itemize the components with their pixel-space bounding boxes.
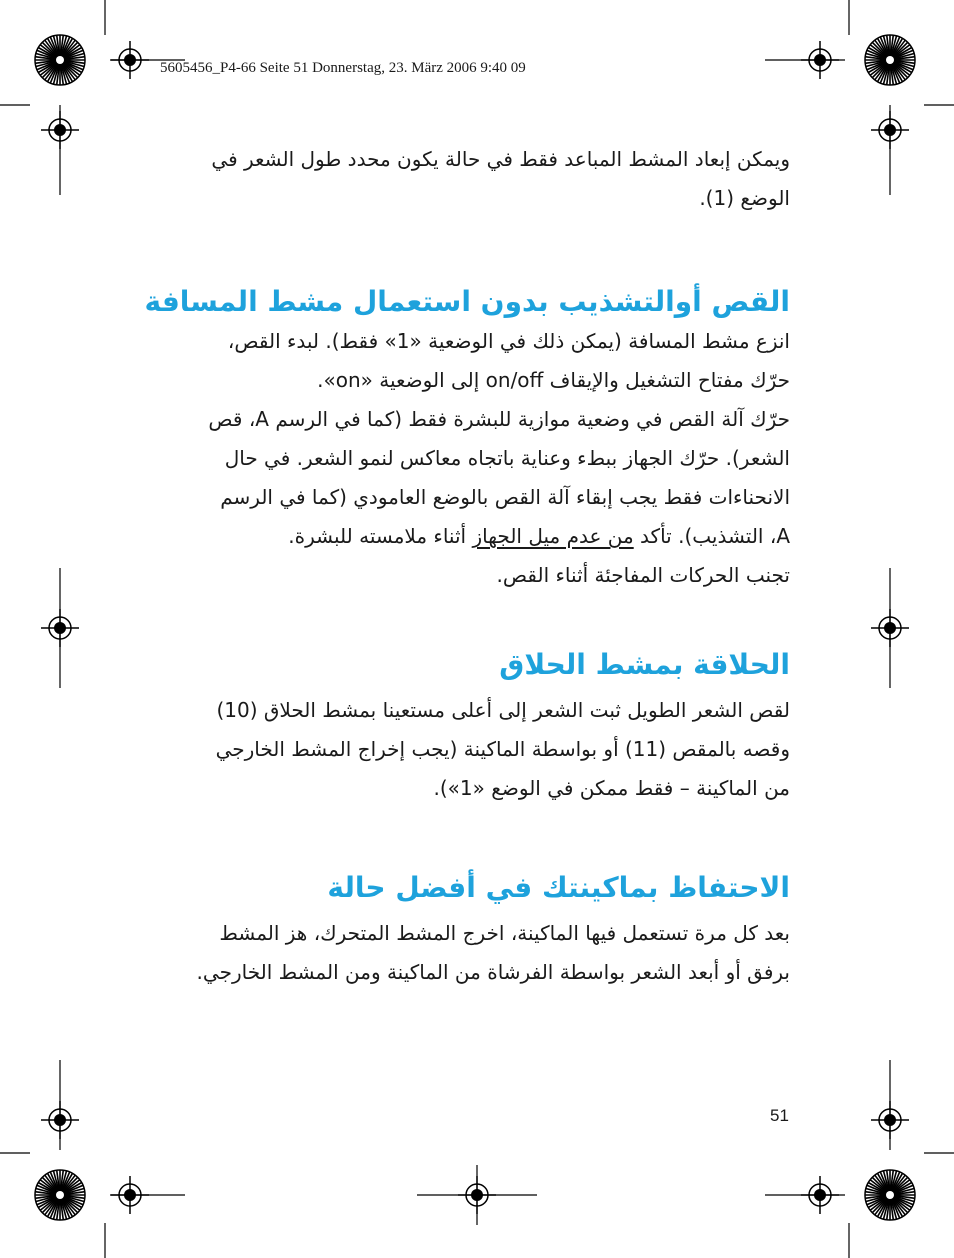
page-content: [144, 140, 790, 992]
text-line: ويمكن إبعاد المشط المباعد فقط في حالة يكون محدد طول الشعر في: [211, 147, 790, 171]
text-line: حرّك مفتاح التشغيل والإيقاف on/off إلى الوضعية «on».: [317, 368, 790, 392]
starburst-mark-top-right: [865, 35, 915, 85]
text-line: الانحناءات فقط يجب إبقاء آلة القص بالوضع العامودي (كما في الرسم: [220, 485, 790, 509]
text-segment: أثناء ملامسته للبشرة.: [288, 524, 473, 548]
text-line: من الماكينة – فقط ممكن في الوضع «1»).: [433, 776, 790, 800]
trimming-paragraph: [185, 322, 790, 595]
starburst-mark-bottom-left: [35, 1170, 85, 1220]
underlined-warning: من عدم ميل الجهاز: [472, 524, 634, 548]
intro-paragraph: [185, 140, 790, 218]
care-paragraph: [185, 914, 790, 992]
text-segment: A، التشذيب). تأكد: [633, 524, 790, 548]
text-line: حرّك آلة القص في وضعية موازية للبشرة فقط (كما في الرسم A، قص: [208, 407, 790, 431]
text-line: بعد كل مرة تستعمل فيها الماكينة، اخرج المشط المتحرك، هز المشط: [219, 921, 790, 945]
text-line: الشعر). حرّك الجهاز ببطء وعناية باتجاه معاكس لنمو الشعر. في حال: [224, 446, 790, 470]
text-line: وقصه بالمقص (11) أو بواسطة الماكينة (يجب إخراج المشط الخارجي: [215, 737, 790, 761]
text-line: برفق أو أبعد الشعر بواسطة الفرشاة من الماكينة ومن المشط الخارجي.: [196, 960, 790, 984]
text-line: الوضع (1).: [699, 186, 790, 210]
starburst-mark-bottom-right: [865, 1170, 915, 1220]
text-line-with-emphasis: [185, 517, 790, 556]
section-heading-trimming: القص أوالتشذيب بدون استعمال مشط المسافة: [144, 285, 790, 318]
shaving-comb-paragraph: [185, 691, 790, 808]
text-line: لقص الشعر الطويل ثبت الشعر إلى أعلى مستعينا بمشط الحلاق (10): [216, 698, 790, 722]
section-heading-shaving-comb: الحلاقة بمشط الحلاق: [499, 648, 790, 681]
text-line: انزع مشط المسافة (يمكن ذلك في الوضعية «1» فقط). لبدء القص،: [227, 329, 790, 353]
starburst-mark-top-left: [35, 35, 85, 85]
section-heading-care: الاحتفاظ بماكينتك في أفضل حالة: [327, 871, 790, 904]
print-slug-line: 5605456_P4-66 Seite 51 Donnerstag, 23. März 2006 9:40 09: [160, 60, 526, 76]
text-line: تجنب الحركات المفاجئة أثناء القص.: [496, 563, 790, 587]
page-number: 51: [770, 1106, 789, 1125]
